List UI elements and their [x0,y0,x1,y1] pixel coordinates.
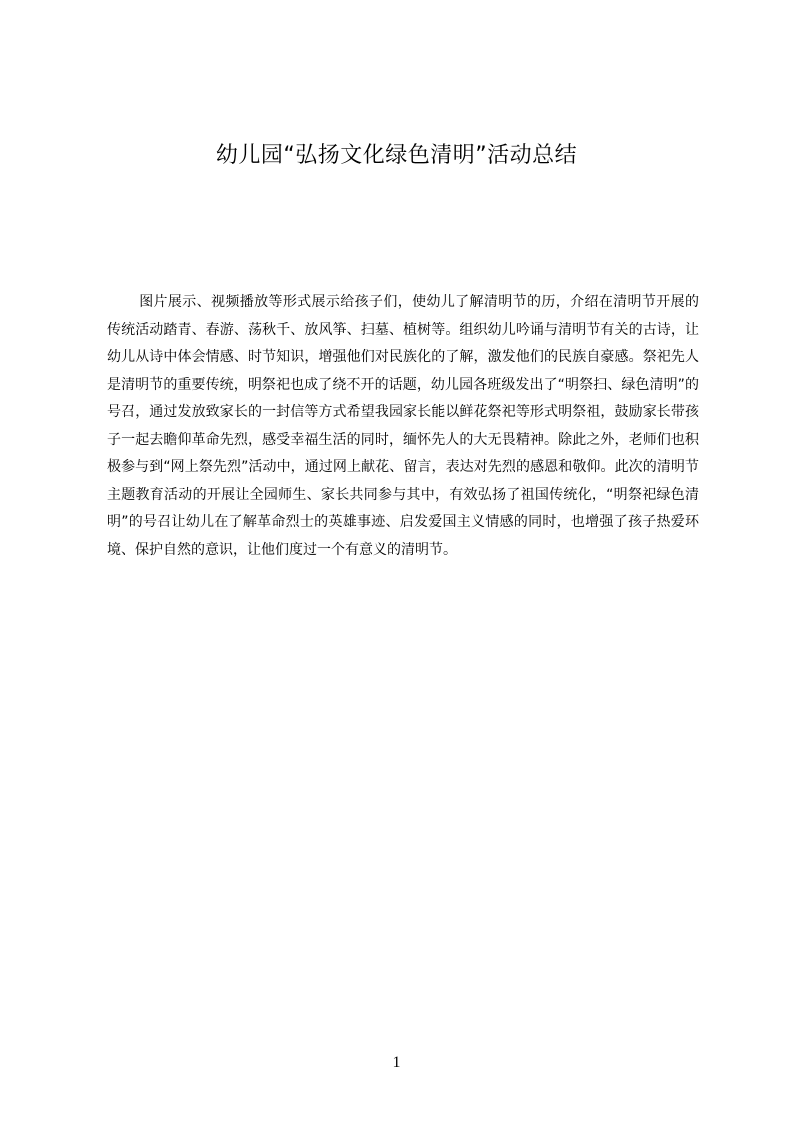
document-title: 幼儿园“弘扬文化绿色清明”活动总结 [215,143,578,168]
body-paragraph: 图片展示、视频播放等形式展示给孩子们，使幼儿了解清明节的历，介绍在清明节开展的传统活动踏青、春游、荡秋千、放风筝、扫墓、植树等。组织幼儿吟诵与清明节有关的古诗，让幼儿从诗中体会情感、时节知识，增强他们对民族化的了解，激发他们的民族自豪感。祭祀先人是清明节的重要传统，明祭祀也成了绕不开的话题，幼儿园各班级发出了“明祭扫、绿色清明”的号召，通过发放致家长的一封信等方式希望我园家长能以鲜花祭祀等形式明祭祖，鼓励家长带孩子一起去瞻仰革命先烈，感受幸福生活的同时，缅怀先人的大无畏精神。除此之外，老师们也积极参与到“网上祭先烈”活动中，通过网上献花、留言，表达对先烈的感恩和敬仰。此次的清明节主题教育活动的开展让全园师生、家长共同参与其中，有效弘扬了祖国传统化，“明祭祀绿色清明”的号召让幼儿在了解革命烈士的英雄事迹、启发爱国主义情感的同时，也增强了孩子热爱环境、保护自然的意识，让他们度过一个有意义的清明节。 [107,294,699,558]
page-number: 1 [392,1054,401,1071]
